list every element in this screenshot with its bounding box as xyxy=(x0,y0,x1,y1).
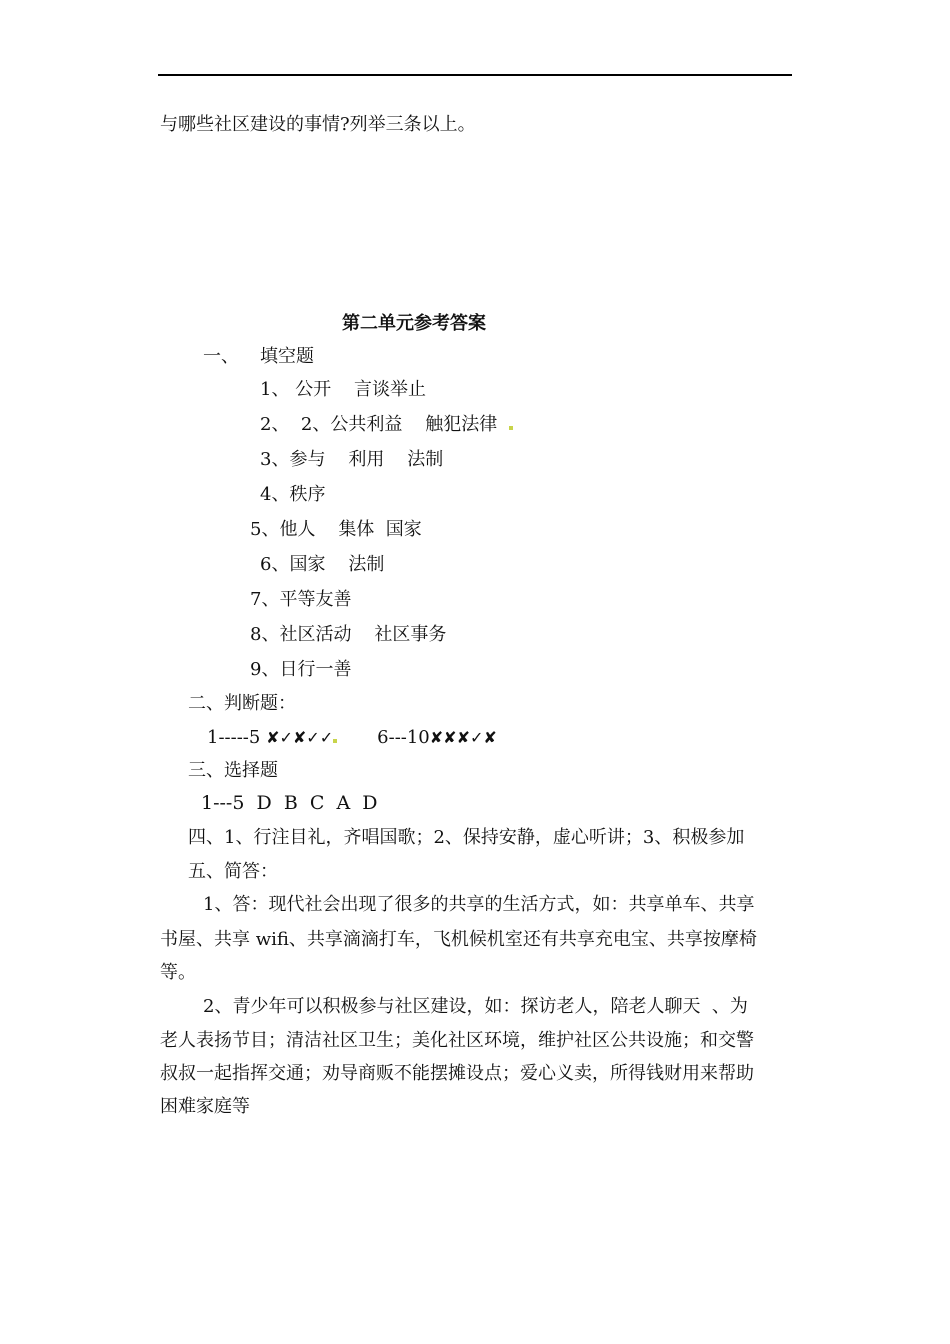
fill-answer-3: 3、参与 利用 法制 xyxy=(260,449,444,470)
short-answer-1-line-3: 等。 xyxy=(160,962,196,983)
part2-heading: 二、判断题： xyxy=(188,693,296,714)
judge-marks-2: ✘✘✘✓✘ xyxy=(429,728,497,747)
short-answer-1-line-2: 书屋、共享 wifi、共享滴滴打车，飞机候机室还有共享充电宝、共享按摩椅 xyxy=(160,929,757,950)
short-answer-2-line-1: 2、青少年可以积极参与社区建设，如：探访老人，陪老人聊天 、为 xyxy=(203,996,748,1017)
judge-range-1: 1-----5 xyxy=(207,727,261,748)
short-answer-2-line-4: 困难家庭等 xyxy=(160,1096,250,1117)
judge-answers xyxy=(207,727,497,749)
judge-range-2: 6---10 xyxy=(377,727,430,748)
fill-answer-1: 1、 公开 言谈举止 xyxy=(260,379,427,400)
part4-answer: 四、1、行注目礼，齐唱国歌；2、保持安静，虚心听讲；3、积极参加 xyxy=(188,827,745,848)
judge-marks-1: ✘✓✘✓✓ xyxy=(266,728,334,747)
fill-answer-6: 6、国家 法制 xyxy=(260,554,385,575)
fill-answer-4: 4、秩序 xyxy=(260,484,326,505)
short-answer-2-line-2: 老人表扬节目；清洁社区卫生；美化社区环境，维护社区公共设施；和交警 xyxy=(160,1030,754,1051)
header-rule xyxy=(158,74,792,76)
part1-heading: 填空题 xyxy=(260,346,314,367)
part3-heading: 三、选择题 xyxy=(188,760,278,781)
fill-answer-5: 5、他人 集体 国家 xyxy=(250,519,422,540)
fill-answer-7: 7、平等友善 xyxy=(250,589,352,610)
section-title: 第二单元参考答案 xyxy=(342,313,486,334)
fill-answer-9: 9、日行一善 xyxy=(250,659,352,680)
part5-heading: 五、简答： xyxy=(188,861,278,882)
part1-heading-num: 一、 xyxy=(203,346,239,367)
fill-answer-8: 8、社区活动 社区事务 xyxy=(250,624,447,645)
choice-answers: 1---5 D B C A D xyxy=(201,792,378,814)
fill-answer-2: 2、 2、公共利益 触犯法律 xyxy=(260,414,513,436)
short-answer-1-line-1: 1、答：现代社会出现了很多的共享的生活方式，如：共享单车、共享 xyxy=(203,894,755,915)
short-answer-2-line-3: 叔叔一起指挥交通；劝导商贩不能摆摊设点；爱心义卖，所得钱财用来帮助 xyxy=(160,1063,754,1084)
previous-question-tail: 与哪些社区建设的事情?列举三条以上。 xyxy=(160,114,476,135)
